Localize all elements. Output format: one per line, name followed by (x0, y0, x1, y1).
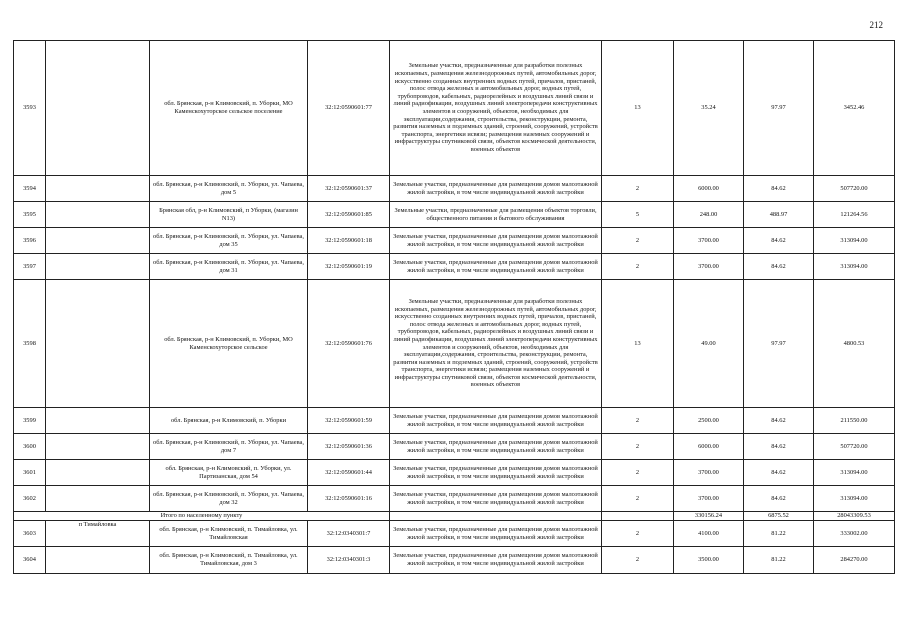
table-row (14, 228, 895, 254)
row-number-cell: 3594 (14, 176, 46, 202)
cadastral-value-cell: 284270.00 (814, 547, 895, 574)
land-use-description-cell: Земельные участки, предназначенные для размещения домов малоэтажной жилой застройки, в том числе индивидуальной жилой застройки (390, 176, 602, 202)
address-cell: обл. Брянская, р-н Климовский, п. Тимайловка, ул. Тимайловская, дом 3 (150, 547, 308, 574)
rate-cell: 84.62 (744, 228, 814, 254)
table-row (14, 521, 895, 547)
area-cell: 3700.00 (674, 254, 744, 280)
cadastral-number-cell: 32:12:0590601:37 (308, 176, 390, 202)
area-cell: 3700.00 (674, 460, 744, 486)
rate-cell: 84.62 (744, 254, 814, 280)
rate-cell: 488.97 (744, 202, 814, 228)
table-row (14, 254, 895, 280)
group-cell: 2 (602, 547, 674, 574)
land-use-description-cell: Земельные участки, предназначенные для размещения домов малоэтажной жилой застройки, в том числе индивидуальной жилой застройки (390, 460, 602, 486)
land-use-description-cell: Земельные участки, предназначенные для разработки полезных ископаемых, размещения железнодорожных путей, автомобильных дорог, искусственно созданных внутренних водных путей, причалов, пристаней, полос отвода железных и автомобильных дорог, водных путей, трубопроводов, кабельных, радиорелейных и воздушных линий связи и линий радиофикации, воздушных линий электропередачи конструктивных элементов и сооружений, объектов, необходимых для эксплуатации,содержания, строительства, реконструкции, ремонта, развития наземных и подземных зданий, строений, сооружений, устройств транспорта, энергетики исвязи; размещения наземных сооружений и инфраструктуры спутниковой связи, объектов космической деятельности, военных объектов (390, 41, 602, 176)
address-cell: обл. Брянская, р-н Климовский, п. Уборки, МО Каменскохуторское сельское (150, 280, 308, 408)
area-cell: 6000.00 (674, 434, 744, 460)
group-cell: 2 (602, 521, 674, 547)
land-plots-table (13, 40, 895, 574)
locality-cell (46, 228, 150, 254)
rate-cell: 84.62 (744, 434, 814, 460)
cadastral-value-cell: 313094.00 (814, 228, 895, 254)
cadastral-number-cell: 32:12:0590601:18 (308, 228, 390, 254)
area-cell: 35.24 (674, 41, 744, 176)
rate-cell: 84.62 (744, 486, 814, 512)
table-row (14, 408, 895, 434)
cadastral-number-cell: 32:12:0590601:77 (308, 41, 390, 176)
group-cell: 2 (602, 408, 674, 434)
table-row (14, 176, 895, 202)
locality-cell (46, 254, 150, 280)
area-cell: 248.00 (674, 202, 744, 228)
rate-cell: 84.62 (744, 176, 814, 202)
value-total-cell: 28043309.53 (814, 512, 895, 521)
area-cell: 3700.00 (674, 486, 744, 512)
area-total-cell: 330156.24 (674, 512, 744, 521)
row-number-cell: 3600 (14, 434, 46, 460)
rate-cell: 81.22 (744, 521, 814, 547)
cadastral-value-cell: 507720.00 (814, 434, 895, 460)
cadastral-value-cell: 507720.00 (814, 176, 895, 202)
address-cell: обл. Брянская, р-н Климовский, п. Уборки, ул. Чапаева, дом 32 (150, 486, 308, 512)
cadastral-value-cell: 121264.56 (814, 202, 895, 228)
cadastral-number-cell: 32:12:0590601:59 (308, 408, 390, 434)
cadastral-number-cell: 32:12:0590601:16 (308, 486, 390, 512)
group-cell: 2 (602, 434, 674, 460)
rate-cell: 97.97 (744, 41, 814, 176)
cadastral-number-cell: 32:12:0340301:3 (308, 547, 390, 574)
address-cell: Брянская обл, р-н Климовский, п Уборки, (магазин N13) (150, 202, 308, 228)
locality-cell (46, 408, 150, 434)
land-use-description-cell: Земельные участки, предназначенные для размещения домов малоэтажной жилой застройки, в том числе индивидуальной жилой застройки (390, 547, 602, 574)
table-row (14, 460, 895, 486)
row-number-cell: 3603 (14, 521, 46, 547)
rate-total-cell: 6875.52 (744, 512, 814, 521)
locality-cell (46, 280, 150, 408)
cadastral-value-cell: 313094.00 (814, 254, 895, 280)
group-cell: 5 (602, 202, 674, 228)
description-cell (390, 512, 602, 521)
total-row (14, 512, 895, 521)
locality-cell (46, 41, 150, 176)
page-number: 212 (869, 20, 883, 30)
table-row (14, 547, 895, 574)
table-row (14, 41, 895, 176)
cadastral-value-cell: 211550.00 (814, 408, 895, 434)
land-use-description-cell: Земельные участки, предназначенные для размещения домов малоэтажной жилой застройки, в том числе индивидуальной жилой застройки (390, 434, 602, 460)
land-use-description-cell: Земельные участки, предназначенные для размещения домов малоэтажной жилой застройки, в том числе индивидуальной жилой застройки (390, 408, 602, 434)
cadastral-value-cell: 4800.53 (814, 280, 895, 408)
cadastral-number-cell: 32:12:0590601:44 (308, 460, 390, 486)
cadastral-value-cell: 333002.00 (814, 521, 895, 547)
land-use-description-cell: Земельные участки, предназначенные для размещения домов малоэтажной жилой застройки, в том числе индивидуальной жилой застройки (390, 228, 602, 254)
cadastral-number-cell: 32:12:0590601:85 (308, 202, 390, 228)
rate-cell: 81.22 (744, 547, 814, 574)
cadastral-value-cell: 313094.00 (814, 460, 895, 486)
group-cell: 2 (602, 228, 674, 254)
total-label: Итого по населенному пункту (14, 512, 390, 521)
group-cell: 2 (602, 176, 674, 202)
cadastral-value-cell: 3452.46 (814, 41, 895, 176)
cadastral-value-cell: 313094.00 (814, 486, 895, 512)
group-cell: 2 (602, 486, 674, 512)
rate-cell: 84.62 (744, 460, 814, 486)
address-cell: обл. Брянская, р-н Климовский, п. Уборки, ул. Чапаева, дом 7 (150, 434, 308, 460)
locality-cell: п Тимайловка (46, 521, 150, 547)
table-row (14, 434, 895, 460)
area-cell: 2500.00 (674, 408, 744, 434)
group-cell: 2 (602, 460, 674, 486)
area-cell: 3700.00 (674, 228, 744, 254)
group-cell: 13 (602, 41, 674, 176)
row-number-cell: 3593 (14, 41, 46, 176)
locality-cell (46, 486, 150, 512)
locality-cell (46, 460, 150, 486)
locality-cell (46, 176, 150, 202)
address-cell: обл. Брянская, р-н Климовский, п. Уборки, ул. Чапаева, дом 31 (150, 254, 308, 280)
area-cell: 6000.00 (674, 176, 744, 202)
group-cell: 2 (602, 254, 674, 280)
land-use-description-cell: Земельные участки, предназначенные для размещения домов малоэтажной жилой застройки, в том числе индивидуальной жилой застройки (390, 486, 602, 512)
area-cell: 49.00 (674, 280, 744, 408)
cadastral-number-cell: 32:12:0590601:36 (308, 434, 390, 460)
row-number-cell: 3597 (14, 254, 46, 280)
row-number-cell: 3598 (14, 280, 46, 408)
address-cell: обл. Брянская, р-н Климовский, п. Уборки, ул. Чапаева, дом 35 (150, 228, 308, 254)
row-number-cell: 3596 (14, 228, 46, 254)
row-number-cell: 3599 (14, 408, 46, 434)
address-cell: обл. Брянская, р-н Климовский, п. Уборки, МО Каменскохуторское сельское поселение (150, 41, 308, 176)
locality-cell (46, 434, 150, 460)
group-cell (602, 512, 674, 521)
address-cell: обл. Брянская, р-н Климовский, п. Уборки, ул. Партизанская, дом 54 (150, 460, 308, 486)
table-row (14, 280, 895, 408)
area-cell: 4100.00 (674, 521, 744, 547)
address-cell: обл. Брянская, р-н Климовский, п. Тимайловка, ул. Тимайловская (150, 521, 308, 547)
land-use-description-cell: Земельные участки, предназначенные для размещения домов малоэтажной жилой застройки, в том числе индивидуальной жилой застройки (390, 254, 602, 280)
rate-cell: 97.97 (744, 280, 814, 408)
row-number-cell: 3604 (14, 547, 46, 574)
table-row (14, 202, 895, 228)
locality-cell (46, 202, 150, 228)
land-use-description-cell: Земельные участки, предназначенные для разработки полезных ископаемых, размещения железнодорожных путей, автомобильных дорог, искусственно созданных внутренних водных путей, причалов, пристаней, полос отвода железных и автомобильных дорог, водных путей, трубопроводов, кабельных, радиорелейных и воздушных линий связи и линий радиофикации, воздушных линий электропередачи конструктивных элементов и сооружений, объектов, необходимых для эксплуатации,содержания, строительства, реконструкции, ремонта, развития наземных и подземных зданий, строений, сооружений, устройств транспорта, энергетики исвязи; размещения наземных сооружений и инфраструктуры спутниковой связи, объектов космической деятельности, военных объектов (390, 280, 602, 408)
row-number-cell: 3595 (14, 202, 46, 228)
row-number-cell: 3601 (14, 460, 46, 486)
land-use-description-cell: Земельные участки, предназначенные для размещения домов малоэтажной жилой застройки, в том числе индивидуальной жилой застройки (390, 521, 602, 547)
table-row (14, 486, 895, 512)
rate-cell: 84.62 (744, 408, 814, 434)
group-cell: 13 (602, 280, 674, 408)
cadastral-number-cell: 32:12:0590601:76 (308, 280, 390, 408)
land-use-description-cell: Земельные участки, предназначенные для размещения объектов торговли, общественного питания и бытового обслуживания (390, 202, 602, 228)
address-cell: обл. Брянская, р-н Климовский, п. Уборки (150, 408, 308, 434)
locality-cell (46, 547, 150, 574)
area-cell: 3500.00 (674, 547, 744, 574)
row-number-cell: 3602 (14, 486, 46, 512)
cadastral-number-cell: 32:12:0590601:19 (308, 254, 390, 280)
cadastral-number-cell: 32:12:0340301:7 (308, 521, 390, 547)
address-cell: обл. Брянская, р-н Климовский, п. Уборки, ул. Чапаева, дом 5 (150, 176, 308, 202)
